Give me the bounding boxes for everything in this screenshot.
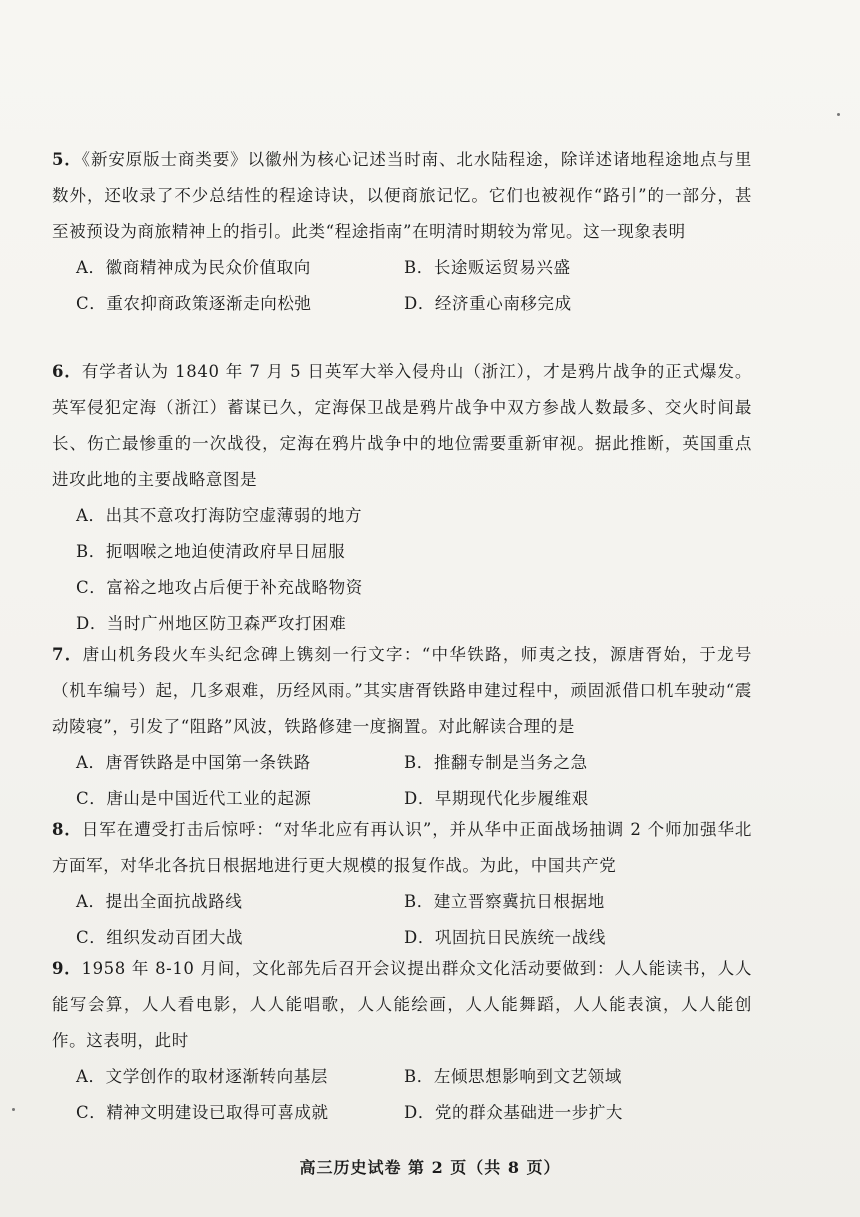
- question-5-option-a[interactable]: A．徽商精神成为民众价值取向: [76, 258, 311, 277]
- question-6-stem: [52, 354, 752, 498]
- question-8-option-b[interactable]: B．建立晋察冀抗日根据地: [404, 892, 605, 911]
- question-6-option-d[interactable]: D．当时广州地区防卫森严攻打困难: [76, 614, 347, 633]
- question-6-option-a[interactable]: A．出其不意攻打海防空虚薄弱的地方: [76, 506, 363, 525]
- question-6-option-b[interactable]: B．扼咽喉之地迫使清政府早日屈服: [76, 542, 346, 561]
- question-5-option-c[interactable]: C．重农抑商政策逐渐走向松弛: [76, 294, 312, 313]
- question-5: [52, 142, 752, 322]
- question-8-number: 8．: [52, 820, 82, 839]
- question-7: [52, 637, 752, 817]
- question-9-option-d[interactable]: D．党的群众基础进一步扩大: [404, 1103, 624, 1122]
- question-5-option-b[interactable]: B．长途贩运贸易兴盛: [404, 258, 571, 277]
- question-9-number: 9．: [52, 959, 82, 978]
- scan-speck: [12, 1108, 15, 1111]
- question-7-option-c[interactable]: C．唐山是中国近代工业的起源: [76, 789, 312, 808]
- question-7-options: [52, 745, 752, 817]
- question-8-option-a[interactable]: A．提出全面抗战路线: [76, 892, 243, 911]
- question-8-stem: [52, 812, 752, 884]
- question-7-option-a[interactable]: A．唐胥铁路是中国第一条铁路: [76, 753, 311, 772]
- question-5-stem: [52, 142, 752, 250]
- question-9-text: 1958 年 8-10 月间，文化部先后召开会议提出群众文化活动要做到：人人能读书，人人能写会算，人人看电影，人人能唱歌，人人能绘画，人人能舞蹈，人人能表演，人人能创作。这表明，此时: [52, 959, 752, 1050]
- question-9-stem: [52, 951, 752, 1059]
- question-5-text: 《新安原版士商类要》以徽州为核心记述当时南、北水陆程途，除详述诸地程途地点与里数外，还收录了不少总结性的程途诗诀，以便商旅记忆。它们也被视作“路引”的一部分，甚至被预设为商旅精神上的指引。此类“程途指南”在明清时期较为常见。这一现象表明: [52, 150, 752, 241]
- question-9-option-a[interactable]: A．文学创作的取材逐渐转向基层: [76, 1067, 328, 1086]
- scan-speck: [837, 113, 840, 116]
- question-7-stem: [52, 637, 752, 745]
- question-9-option-b[interactable]: B．左倾思想影响到文艺领域: [404, 1067, 622, 1086]
- question-8-text: 日军在遭受打击后惊呼：“对华北应有再认识”，并从华中正面战场抽调 2 个师加强华北方面军，对华北各抗日根据地进行更大规模的报复作战。为此，中国共产党: [52, 820, 752, 875]
- question-9-option-c[interactable]: C．精神文明建设已取得可喜成就: [76, 1103, 329, 1122]
- question-8-options: [52, 884, 752, 956]
- question-7-option-d[interactable]: D．早期现代化步履维艰: [404, 789, 589, 808]
- question-8-option-c[interactable]: C．组织发动百团大战: [76, 928, 244, 947]
- question-5-options: [52, 250, 752, 322]
- question-7-text: 唐山机务段火车头纪念碑上镌刻一行文字：“中华铁路，师夷之技，源唐胥始，于龙号（机车编号）起，几多艰难，历经风雨。”其实唐胥铁路申建过程中，顽固派借口机车驶动“震动陵寝”，引发了“阻路”风波，铁路修建一度搁置。对此解读合理的是: [52, 645, 752, 736]
- question-8: [52, 812, 752, 956]
- question-6-text: 有学者认为 1840 年 7 月 5 日英军大举入侵舟山（浙江），才是鸦片战争的正式爆发。英军侵犯定海（浙江）蓄谋已久，定海保卫战是鸦片战争中双方参战人数最多、交火时间最长、伤亡最惨重的一次战役，定海在鸦片战争中的地位需要重新审视。据此推断，英国重点进攻此地的主要战略意图是: [52, 362, 752, 489]
- page-footer: 高三历史试卷 第 2 页（共 8 页）: [299, 1158, 561, 1175]
- question-9: [52, 951, 752, 1131]
- question-5-number: 5．: [52, 150, 82, 169]
- question-6-options: [52, 498, 752, 642]
- question-6-option-c[interactable]: C．富裕之地攻占后便于补充战略物资: [76, 578, 363, 597]
- question-7-number: 7．: [52, 645, 83, 664]
- question-6: [52, 354, 752, 642]
- question-9-options: [52, 1059, 752, 1131]
- question-8-option-d[interactable]: D．巩固抗日民族统一战线: [404, 928, 606, 947]
- question-6-number: 6．: [52, 362, 82, 381]
- question-5-option-d[interactable]: D．经济重心南移完成: [404, 294, 572, 313]
- question-7-option-b[interactable]: B．推翻专制是当务之急: [404, 753, 588, 772]
